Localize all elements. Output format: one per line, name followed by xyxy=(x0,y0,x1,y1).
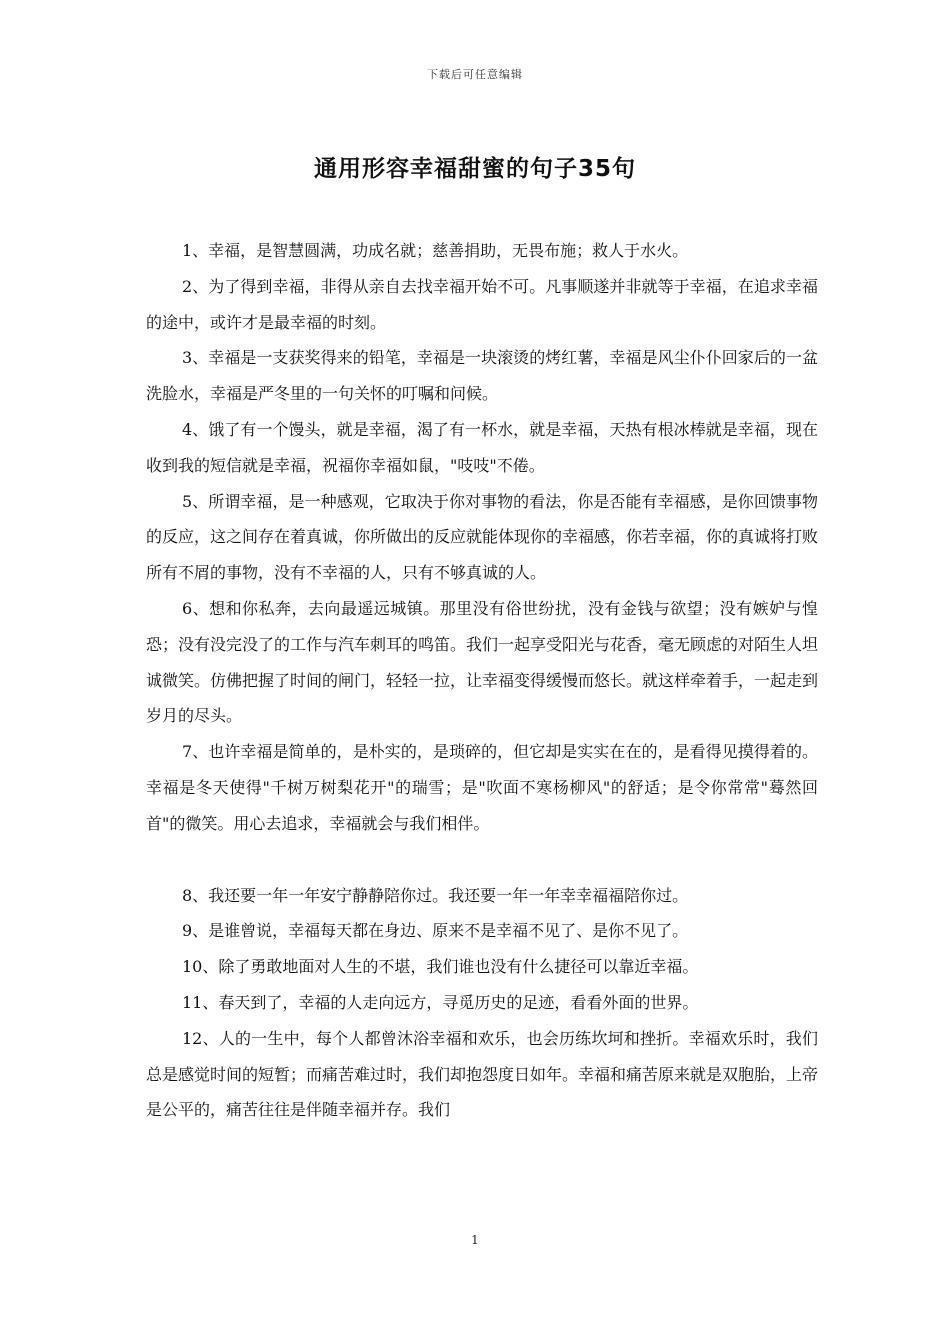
paragraph-6: 6、想和你私奔，去向最遥远城镇。那里没有俗世纷扰，没有金钱与欲望；没有嫉妒与惶恐；没有没完没了的工作与汽车刺耳的鸣笛。我们一起享受阳光与花香，毫无顾虑的对陌生人坦诚微笑。仿佛把握了时间的闸门，轻轻一拉，让幸福变得缓慢而悠长。就这样牵着手，一起走到岁月的尽头。 xyxy=(146,598,819,726)
page-number: 1 xyxy=(471,1233,479,1247)
paragraph-5: 5、所谓幸福，是一种感观，它取决于你对事物的看法，你是否能有幸福感，是你回馈事物的反应，这之间存在着真诚，你所做出的反应就能体现你的幸福感，你若幸福，你的真诚将打败所有不屑的事物，没有不幸福的人，只有不够真诚的人。 xyxy=(146,491,819,583)
paragraph-2: 2、为了得到幸福，非得从亲自去找幸福开始不可。凡事顺遂并非就等于幸福，在追求幸福的途中，或许才是最幸福的时刻。 xyxy=(146,276,818,332)
paragraph-gap xyxy=(146,842,818,878)
paragraph-10: 10、除了勇敢地面对人生的不堪，我们谁也没有什么捷径可以靠近幸福。 xyxy=(182,957,699,977)
paragraph-1: 1、幸福，是智慧圆满，功成名就；慈善捐助，无畏布施；救人于水火。 xyxy=(182,241,689,260)
document-title: 通用形容幸福甜蜜的句子35句 xyxy=(313,156,636,182)
paragraph-11: 11、春天到了，幸福的人走向远方，寻觅历史的足迹，看看外面的世界。 xyxy=(182,992,699,1012)
paragraph-9: 9、是谁曾说，幸福每天都在身边、原来不是幸福不见了、是你不见了。 xyxy=(182,921,689,941)
document-body xyxy=(146,233,818,1128)
paragraph-8: 8、我还要一年一年安宁静静陪你过。我还要一年一年幸幸福福陪你过。 xyxy=(182,885,689,905)
page-header: 下载后可任意编辑 xyxy=(427,68,523,81)
paragraph-12: 12、人的一生中，每个人都曾沐浴幸福和欢乐，也会历练坎坷和挫折。幸福欢乐时，我们总是感觉时间的短暂；而痛苦难过时，我们却抱怨度日如年。幸福和痛苦原来就是双胞胎，上帝是公平的，痛苦往往是伴随幸福并存。我们 xyxy=(146,1028,819,1120)
paragraph-4: 4、饿了有一个馒头，就是幸福，渴了有一杯水，就是幸福，天热有根冰棒就是幸福，现在收到我的短信就是幸福，祝福你幸福如鼠，"吱吱"不倦。 xyxy=(146,419,818,475)
paragraph-7: 7、也许幸福是简单的，是朴实的，是琐碎的，但它却是实实在在的，是看得见摸得着的。幸福是冬天使得"千树万树梨花开"的瑞雪；是"吹面不寒杨柳风"的舒适；是令你常常"蓦然回首"的微笑。用心去追求，幸福就会与我们相伴。 xyxy=(146,742,818,833)
paragraph-3: 3、幸福是一支获奖得来的铅笔，幸福是一块滚烫的烤红薯，幸福是风尘仆仆回家后的一盆洗脸水，幸福是严冬里的一句关怀的叮嘱和问候。 xyxy=(146,348,818,404)
